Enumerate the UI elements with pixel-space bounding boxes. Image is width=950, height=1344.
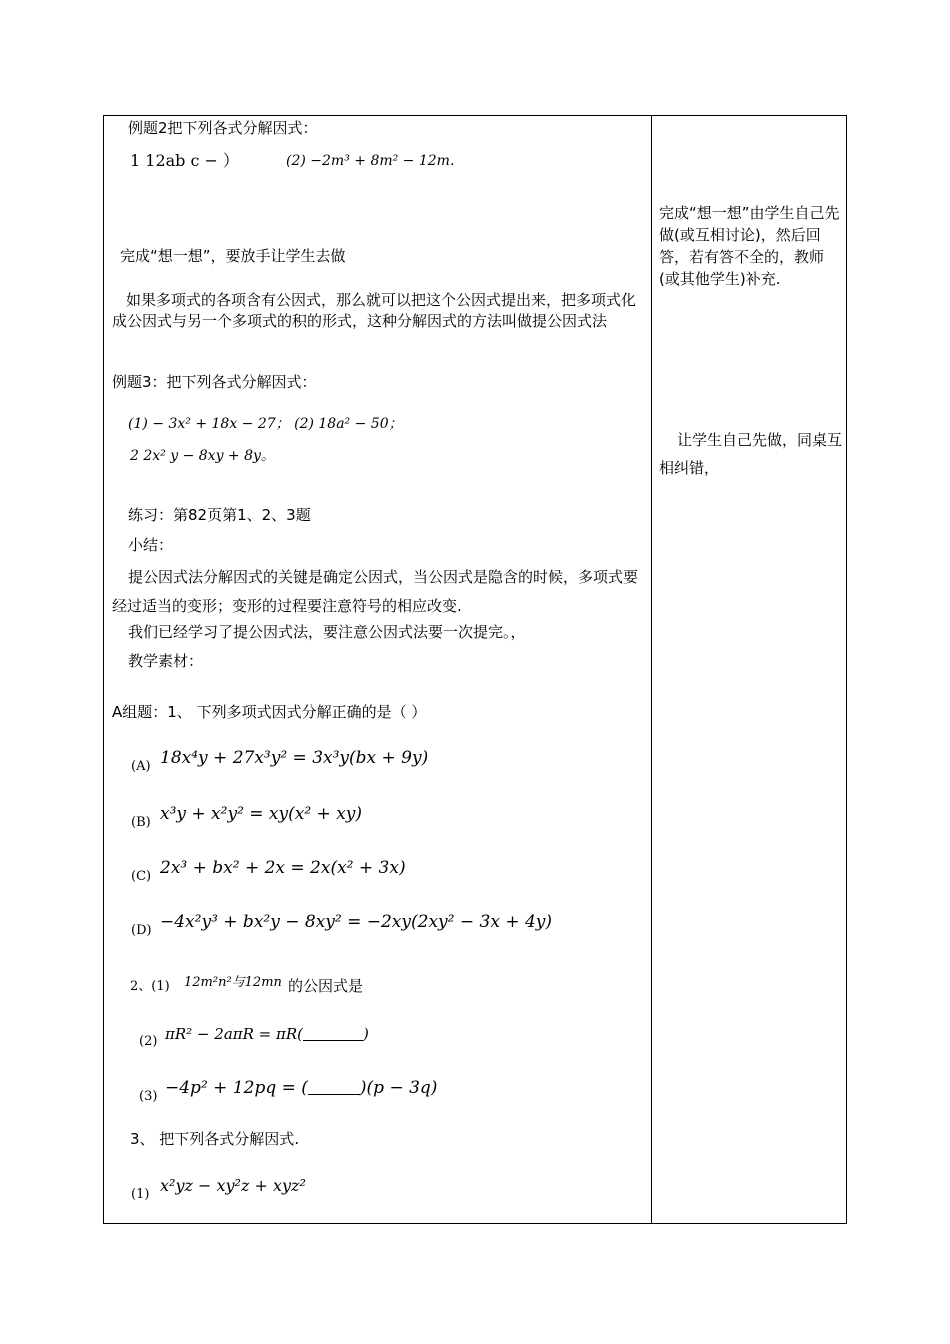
example-3-line-2: 2 2x² y − 8xy + 8y。 bbox=[130, 448, 275, 464]
question-1: A组题：1、 下列多项式因式分解正确的是（ ） bbox=[112, 703, 427, 721]
option-d-formula: −4x²y³ + bx²y − 8xy² = −2xy(2xy² − 3x + 4y) bbox=[160, 912, 553, 932]
teaching-note: 完成“想一想”，要放手让学生去做 bbox=[120, 247, 346, 265]
option-a-formula: 18x⁴y + 27x³y² = 3x³y(bx + 9y) bbox=[160, 748, 429, 768]
example-2-part-1: 1 12ab c − ） bbox=[130, 151, 240, 170]
question-2-label: 2、(1) bbox=[130, 979, 170, 994]
side-note-1: 完成“想一想”由学生自己先做(或互相讨论)，然后回答，若有答不全的，教师(或其他学生)补充. bbox=[659, 204, 840, 288]
option-c-label: (C) bbox=[131, 869, 152, 884]
option-b-label: (B) bbox=[131, 815, 151, 830]
question-2c-label: (3) bbox=[139, 1089, 158, 1104]
question-2-text: 的公因式是 bbox=[288, 977, 364, 995]
practice-line: 练习：第82页第1、2、3题 bbox=[128, 506, 311, 524]
example-3-line-1: (1) − 3x² + 18x − 27； (2) 18a² − 50； bbox=[128, 416, 403, 432]
material-heading: 教学素材： bbox=[128, 652, 204, 670]
question-2c-expr-right: )(p − 3q) bbox=[359, 1078, 438, 1098]
question-3a-formula: x²yz − xy²z + xyz² bbox=[160, 1176, 306, 1195]
example-2-title: 例题2把下列各式分解因式： bbox=[128, 119, 318, 137]
question-2b-expr-left: πR² − 2aπR = πR( bbox=[165, 1025, 304, 1043]
option-b-formula: x³y + x²y² = xy(x² + xy) bbox=[160, 804, 363, 824]
question-3a-label: (1) bbox=[131, 1187, 150, 1202]
question-2b-label: (2) bbox=[139, 1034, 158, 1049]
definition-paragraph: 如果多项式的各项含有公因式，那么就可以把这个公因式提出来，把多项式化成公因式与另一个多项式的积的形式，这种分解因式的方法叫做提公因式法 bbox=[112, 291, 637, 330]
option-a-label: (A) bbox=[131, 759, 151, 774]
question-2b-formula bbox=[165, 1024, 369, 1044]
summary-text-2: 我们已经学习了提公因式法，要注意公因式法要一次提完。， bbox=[128, 623, 526, 641]
question-3: 3、 把下列各式分解因式. bbox=[130, 1130, 300, 1148]
answer-blank[interactable] bbox=[308, 1094, 360, 1095]
question-2c-formula bbox=[165, 1078, 437, 1098]
option-c-formula: 2x³ + bx² + 2x = 2x(x² + 3x) bbox=[160, 858, 406, 878]
summary-heading: 小结： bbox=[128, 536, 174, 554]
side-note-2: 让学生自己先做，同桌互相纠错， bbox=[659, 431, 843, 477]
summary-text-1: 提公因式法分解因式的关键是确定公因式，当公因式是隐含的时候，多项式要经过适当的变形；变形的过程要注意符号的相应改变. bbox=[112, 568, 639, 615]
question-2b-expr-right: ) bbox=[363, 1025, 369, 1043]
option-d-label: (D) bbox=[131, 923, 152, 938]
example-3-title: 例题3：把下列各式分解因式： bbox=[112, 373, 317, 391]
column-divider bbox=[651, 115, 652, 1224]
answer-blank[interactable] bbox=[303, 1040, 363, 1041]
question-2-expression: 12m²n²与12mn bbox=[184, 975, 282, 990]
example-2-part-2: (2) −2m³ + 8m² − 12m. bbox=[286, 153, 455, 169]
question-2c-expr-left: −4p² + 12pq = ( bbox=[165, 1078, 308, 1098]
